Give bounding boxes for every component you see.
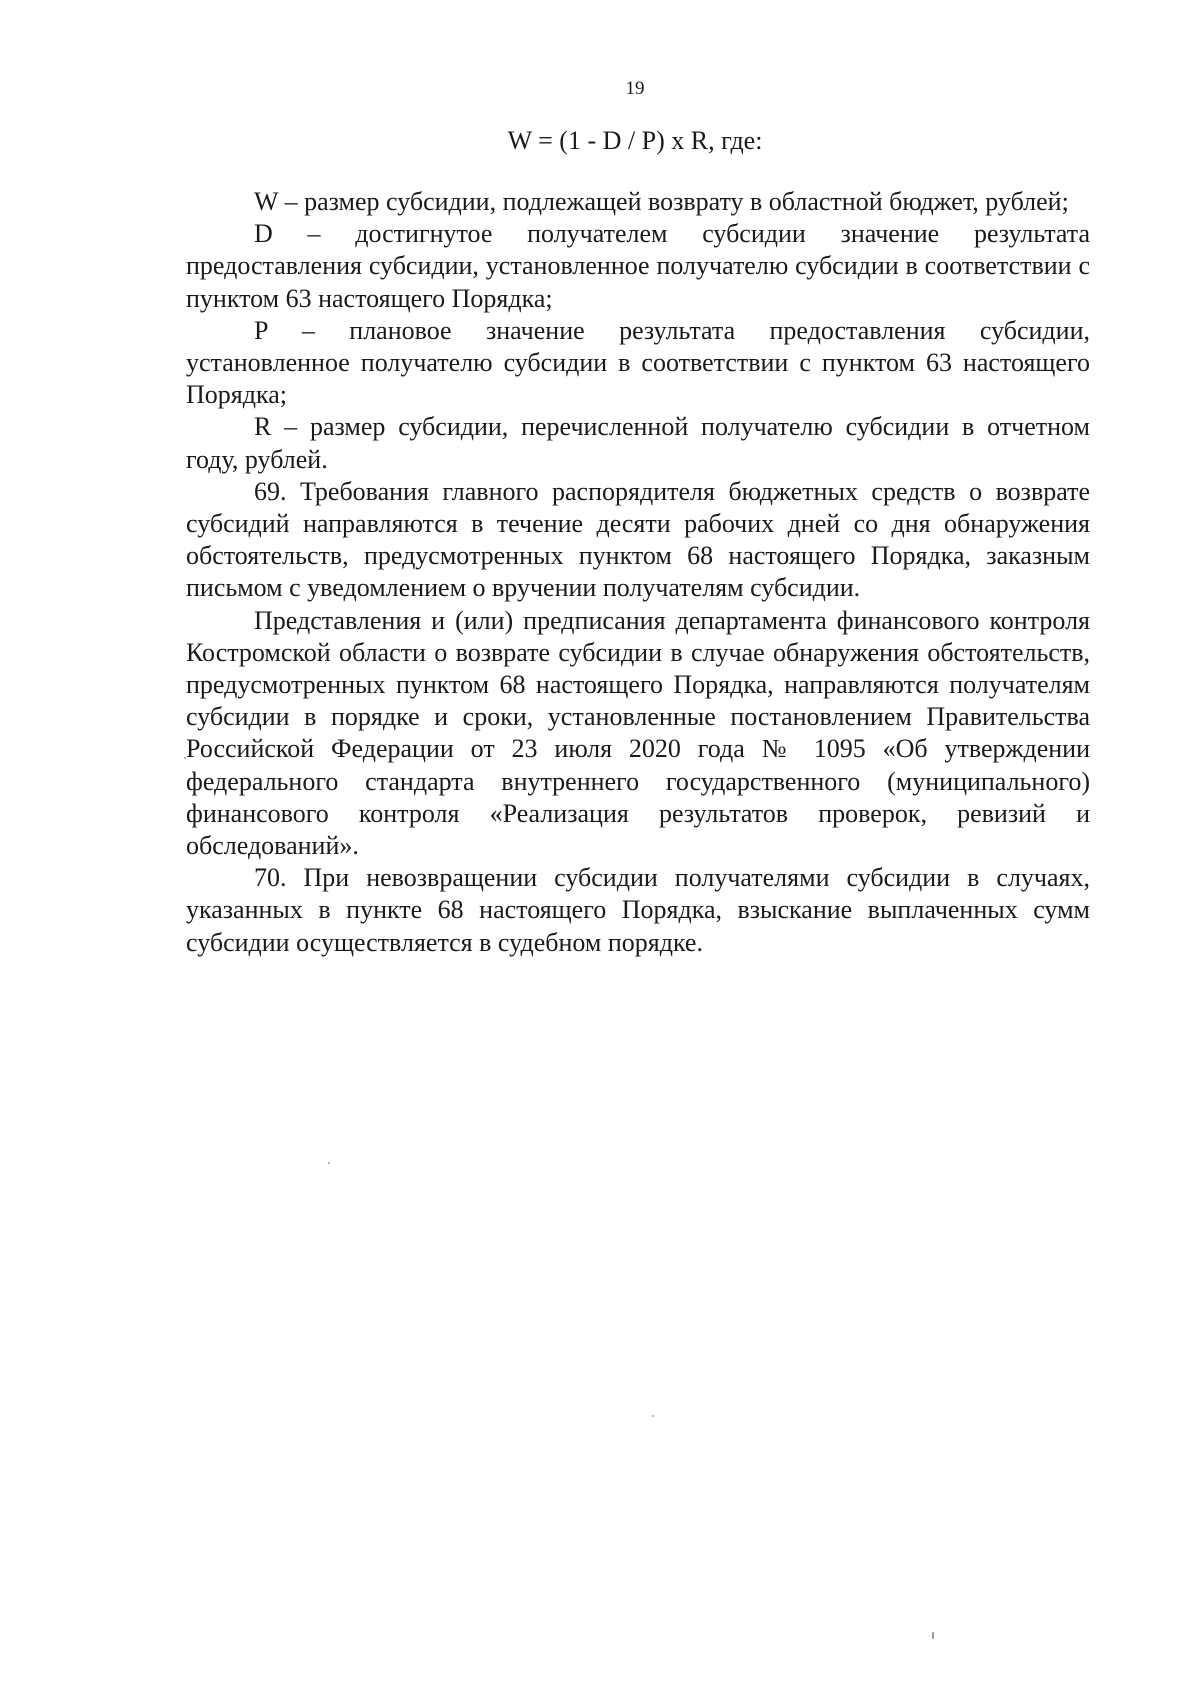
clause-69-paragraph-2: Представления и (или) предписания департамента финансового контроля Костромской области о возврате субсидии в случае обнаружения обстоятельств, предусмотренных пунктом 68 настоящего Порядка, направляются получателям субсидии в порядке и сроки, установленные постановлением Правительства Российской Федерации от 23 июля 2020 года № 1095 «Об утверждении федерального стандарта внутреннего государственного (муниципального) финансового контроля «Реализация результатов проверок, ревизий и обследований». [186, 605, 1090, 861]
formula: W = (1 - D / P) x R, где: [507, 126, 763, 155]
definition-d: D – достигнутое получателем субсидии значение результата предоставления субсидии, установленное получателю субсидии в соответствии с пунктом 63 настоящего Порядка; [186, 219, 1090, 313]
definition-p: P – плановое значение результата предоставления субсидии, установленное получателю субсидии в соответствии с пунктом 63 настоящего Порядка; [186, 315, 1090, 410]
definition-w: W – размер субсидии, подлежащей возврату в областной бюджет, рублей; [254, 187, 1069, 216]
clause-70: 70. При невозвращении субсидии получателями субсидии в случаях, указанных в пункте 68 настоящего Порядка, взыскание выплаченных сумм субсидии осуществляется в судебном порядке. [186, 863, 1090, 957]
scan-speck [932, 1632, 934, 1639]
scan-speck [652, 1415, 654, 1417]
definition-r: R – размер субсидии, перечисленной получателю субсидии в отчетном году, рублей. [186, 412, 1090, 474]
clause-69: 69. Требования главного распорядителя бюджетных средств о возврате субсидий направляются в течение десяти рабочих дней со дня обнаружения обстоятельств, предусмотренных пунктом 68 настоящего Порядка, заказным письмом с уведомлением о вручении получателям субсидии. [186, 476, 1090, 603]
body-text [186, 186, 1090, 959]
scan-speck [184, 757, 186, 759]
page-number: 19 [625, 78, 645, 99]
scan-speck [328, 1162, 330, 1164]
